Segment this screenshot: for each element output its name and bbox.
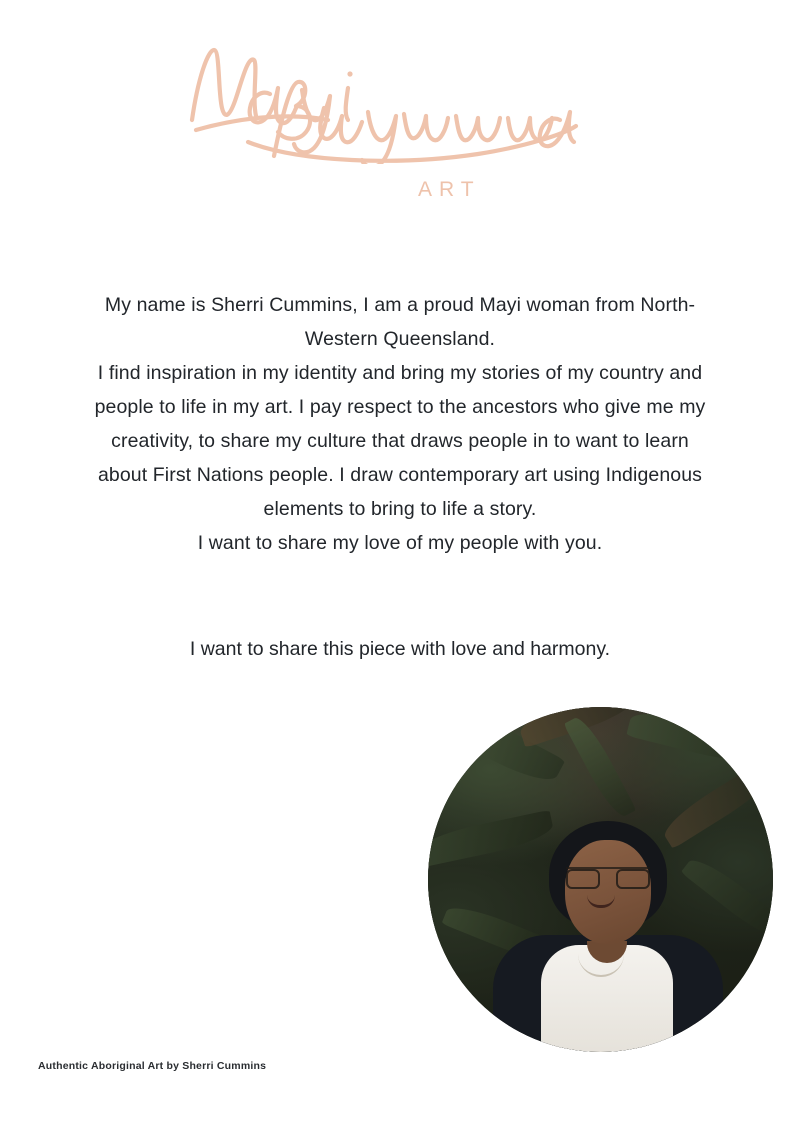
- brand-logo: [0, 30, 800, 201]
- statement-line: about First Nations people. I draw contemporary art using Indigenous: [97, 464, 703, 486]
- closing-statement: I want to share this piece with love and harmony.: [189, 638, 611, 660]
- face-shape: [565, 840, 651, 944]
- statement-line: creativity, to share my culture that draws people in to want to learn: [111, 430, 689, 452]
- statement-line: people to life in my art. I pay respect to the ancestors who give me my: [94, 396, 706, 418]
- statement-line: I find inspiration in my identity and bring my stories of my country and: [97, 362, 703, 384]
- brand-script-logo-icon: [178, 34, 598, 164]
- artist-statement: [30, 288, 770, 560]
- statement-line: I want to share my love of my people with you.: [197, 532, 603, 554]
- artist-portrait: [428, 707, 773, 1052]
- statement-line: elements to bring to life a story.: [263, 498, 537, 520]
- footer-credit: Authentic Aboriginal Art by Sherri Cummins: [38, 1060, 267, 1072]
- brand-wordmark: ART: [418, 178, 481, 201]
- statement-line: Western Queensland.: [304, 328, 496, 350]
- statement-line: My name is Sherri Cummins, I am a proud Mayi woman from North-: [104, 294, 696, 316]
- glasses-icon: [566, 867, 650, 887]
